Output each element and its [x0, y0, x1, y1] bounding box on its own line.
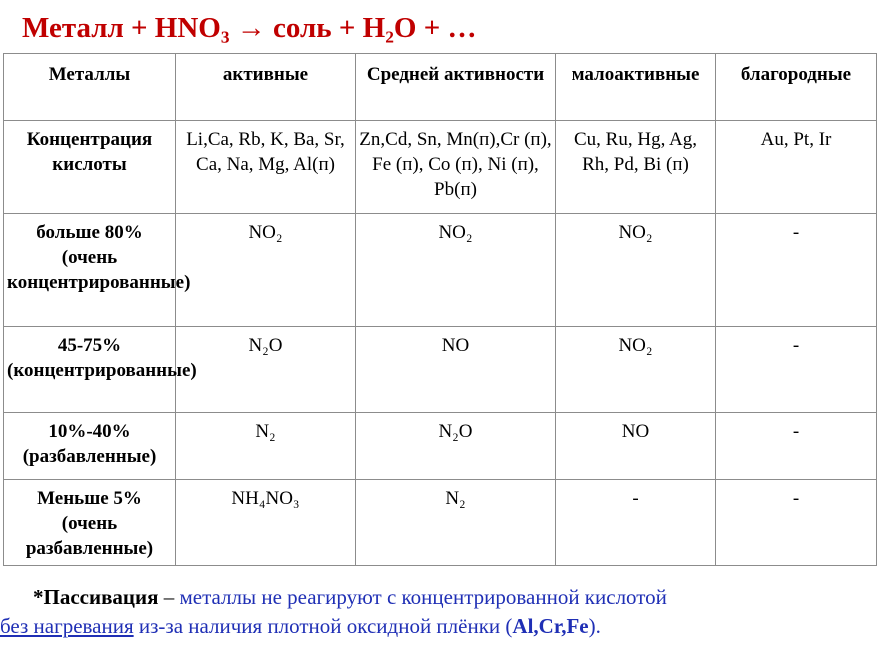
table-cell: NO₂: [556, 214, 716, 327]
note-dash: –: [158, 585, 180, 609]
table-cell: NO₂: [356, 214, 556, 327]
note-term: *Пассивация: [33, 585, 159, 609]
page-title: Металл + HNO₃ → соль + H₂O + …: [22, 12, 477, 44]
header-noble: благородные: [716, 54, 877, 121]
table-cell: -: [556, 480, 716, 566]
passivation-note: [0, 583, 885, 641]
header-active: активные: [176, 54, 356, 121]
row-label: Меньше 5% (очень разбавленные): [4, 480, 176, 566]
note-underlined: без нагревания: [0, 614, 134, 638]
note-text-1: металлы не реагируют с концентрированной кислотой: [179, 585, 667, 609]
noble-metals-list: Au, Pt, Ir: [716, 121, 877, 214]
note-end: ).: [588, 614, 601, 638]
header-row: [4, 54, 877, 121]
concentration-label: Концентрация кислоты: [4, 121, 176, 214]
header-medium: Средней активности: [356, 54, 556, 121]
table-row: [4, 413, 877, 480]
table-cell: NO: [556, 413, 716, 480]
medium-metals-list: Zn,Cd, Sn, Mn(п),Cr (п), Fe (п), Co (п), Ni (п), Pb(п): [356, 121, 556, 214]
table-cell: NH₄NO₃: [176, 480, 356, 566]
table-cell: -: [716, 214, 877, 327]
table-cell: N₂: [176, 413, 356, 480]
low-active-metals-list: Cu, Ru, Hg, Ag, Rh, Pd, Bi (п): [556, 121, 716, 214]
table-cell: N₂O: [176, 327, 356, 413]
row-label: 45-75% (концентрированные): [4, 327, 176, 413]
table-row: [4, 327, 877, 413]
table-cell: NO₂: [176, 214, 356, 327]
table-cell: NO: [356, 327, 556, 413]
header-metals: Металлы: [4, 54, 176, 121]
table-cell: N₂: [356, 480, 556, 566]
table-cell: NO₂: [556, 327, 716, 413]
row-label: 10%-40% (разбавленные): [4, 413, 176, 480]
nitric-acid-table: [3, 53, 877, 566]
note-text-2: из-за наличия плотной оксидной плёнки (: [133, 614, 513, 638]
table-cell: -: [716, 413, 877, 480]
concentration-row: [4, 121, 877, 214]
table-row: [4, 214, 877, 327]
table-row: [4, 480, 877, 566]
table-cell: -: [716, 480, 877, 566]
header-low-active: малоактивные: [556, 54, 716, 121]
table-cell: N₂O: [356, 413, 556, 480]
note-metals: Al,Cr,Fe: [512, 614, 589, 638]
table-cell: -: [716, 327, 877, 413]
active-metals-list: Li,Ca, Rb, K, Ba, Sr, Ca, Na, Mg, Al(п): [176, 121, 356, 214]
row-label: больше 80% (очень концентрированные): [4, 214, 176, 327]
